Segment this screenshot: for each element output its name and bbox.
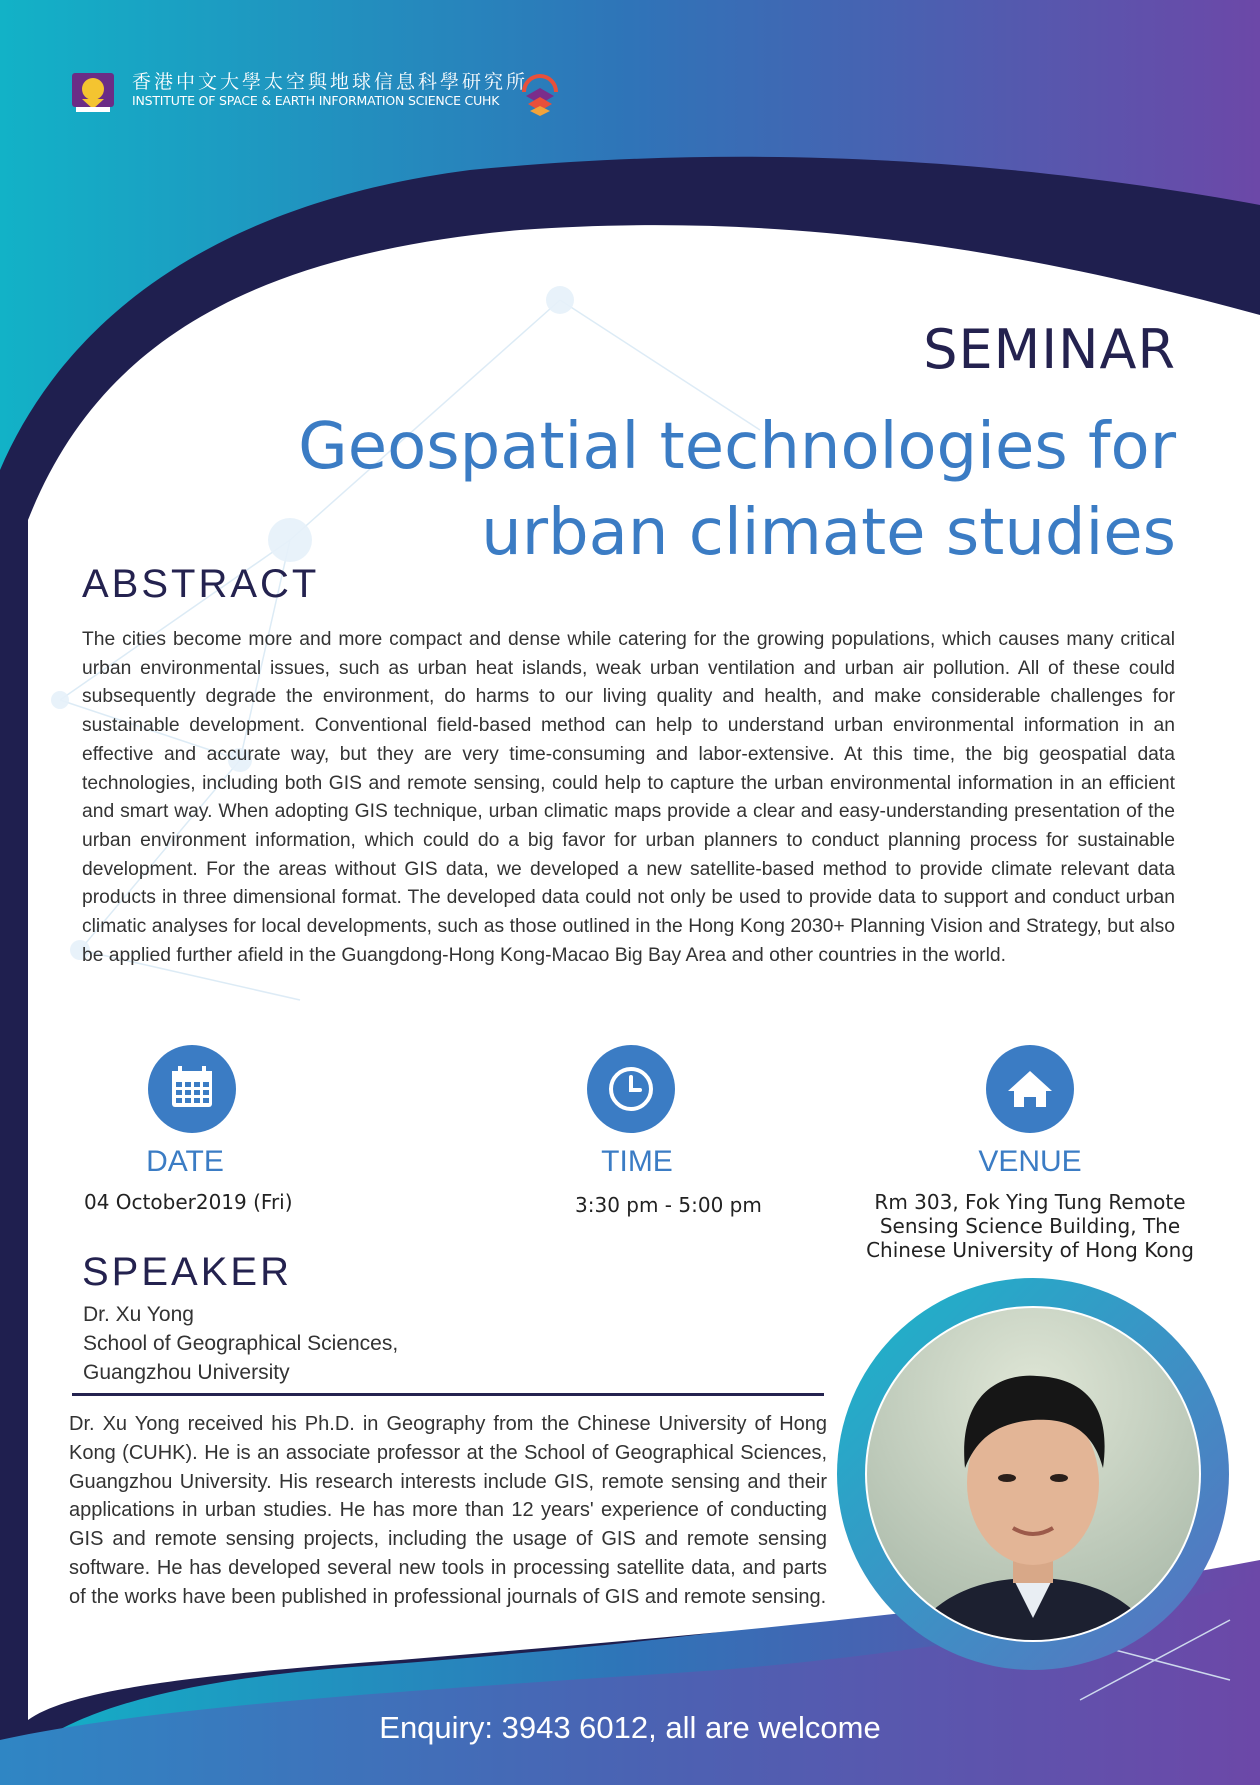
speaker-details xyxy=(83,1300,398,1387)
calendar-icon xyxy=(148,1045,236,1133)
event-type-heading: SEMINAR xyxy=(923,318,1176,381)
time-value: 3:30 pm - 5:00 pm xyxy=(575,1193,762,1217)
time-label: TIME xyxy=(601,1145,673,1178)
institute-name-chinese: 香港中文大學太空與地球信息科學研究所 xyxy=(132,71,529,93)
speaker-school: School of Geographical Sciences, xyxy=(83,1332,399,1355)
abstract-heading: ABSTRACT xyxy=(82,562,320,606)
speaker-bio: Dr. Xu Yong received his Ph.D. in Geography from the Chinese University of Hong Kong (CUHK). He is an associate professor at the School of Geographical Sciences, Guangzhou University. His research interests include GIS, remote sensing and their applications in urban studies. He has more than 12 years' experience of conducting GIS and remote sensing projects, including the usage of GIS and remote sensing software. He has developed several new tools in processing satellite data, and parts of the works have been published in professional journals of GIS and remote sensing. xyxy=(69,1413,827,1608)
venue-value: Rm 303, Fok Ying Tung Remote Sensing Science Building, The Chinese University of Hong Kong xyxy=(866,1190,1194,1262)
date-label: DATE xyxy=(146,1145,224,1178)
enquiry-footer: Enquiry: 3943 6012, all are welcome xyxy=(379,1710,881,1745)
speaker-heading: SPEAKER xyxy=(82,1250,292,1294)
section-divider xyxy=(72,1393,824,1396)
clock-icon xyxy=(587,1045,675,1133)
home-icon xyxy=(986,1045,1074,1133)
abstract-body: The cities become more and more compact and dense while catering for the growing populations, which causes many critical urban environmental issues, such as urban heat islands, weak urban ventilation and urban air pollution. All of these could subsequently degrade the environment, do harms to our living quality and health, and make considerable challenges for sustainable development. Conventional field-based method can help to understand urban environmental information in an effective and accurate way, but they are very time-consuming and labor-extensive. At this time, the big geospatial data technologies, including both GIS and remote sensing, could help to capture the urban environmental information in an efficient and smart way. When adopting GIS technique, urban climatic maps provide a clear and easy-understanding presentation of the urban environment information, which could do a big favor for urban planners to conduct planning process for sustainable development. For the areas without GIS data, we developed a new satellite-based method to provide climate relevant data products in three dimensional format. The developed data could not only be used to provide data to support and conduct urban climatic analyses for local developments, such as those outlined in the Hong Kong 2030+ Planning Vision and Strategy, but also be applied further afield in the Guangdong-Hong Kong-Macao Big Bay Area and other countries in the world. xyxy=(82,629,1175,966)
venue-label: VENUE xyxy=(978,1145,1082,1178)
speaker-name: Dr. Xu Yong xyxy=(83,1303,194,1326)
speaker-university: Guangzhou University xyxy=(83,1361,290,1384)
institute-name-english: INSTITUTE OF SPACE & EARTH INFORMATION SCIENCE CUHK xyxy=(132,93,500,108)
cuhk-crest-logo xyxy=(70,67,124,115)
date-value: 04 October2019 (Fri) xyxy=(84,1190,293,1214)
speaker-photo xyxy=(837,1278,1229,1670)
issec-logo-mark xyxy=(518,66,562,118)
seminar-title: Geospatial technologies for urban climate studies xyxy=(298,410,1176,570)
